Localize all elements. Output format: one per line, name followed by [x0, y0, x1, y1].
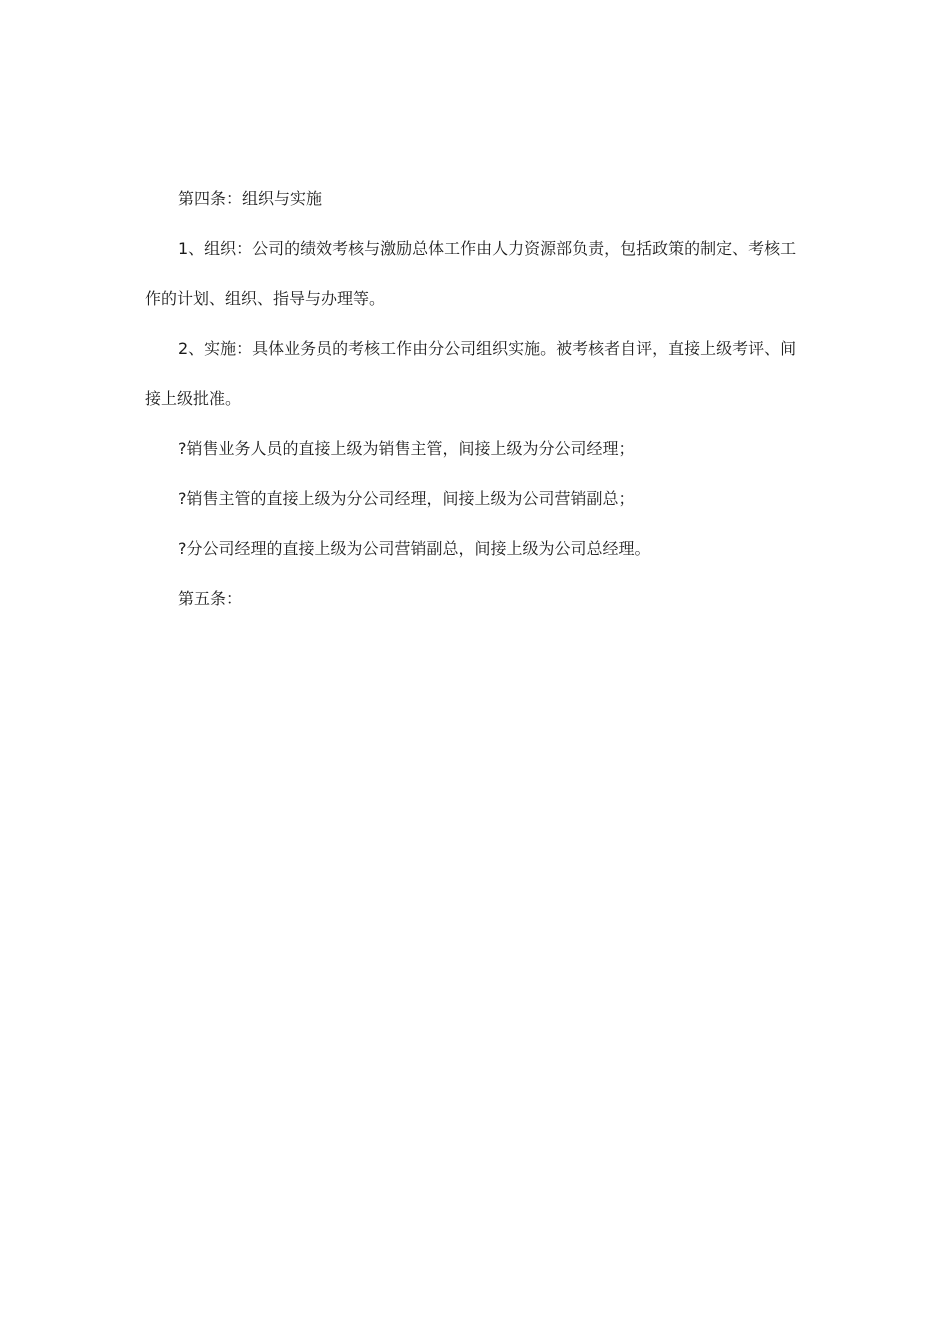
bullet-item: ?分公司经理的直接上级为公司营销副总，间接上级为公司总经理。: [178, 539, 651, 558]
article-heading: 第五条：: [178, 589, 243, 608]
paragraph-implementation: 2、实施：具体业务员的考核工作由分公司组织实施。被考核者自评，直接上级考评、间接上级批准。: [145, 339, 797, 408]
bullet-item: ?销售业务人员的直接上级为销售主管，间接上级为分公司经理；: [178, 439, 635, 458]
article-heading: 第四条：组织与实施: [178, 189, 323, 208]
paragraph-organization: 1、组织：公司的绩效考核与激励总体工作由人力资源部负责，包括政策的制定、考核工作的计划、组织、指导与办理等。: [145, 239, 797, 308]
bullet-item: ?销售主管的直接上级为分公司经理，间接上级为公司营销副总；: [178, 489, 635, 508]
document-body: [145, 174, 810, 624]
